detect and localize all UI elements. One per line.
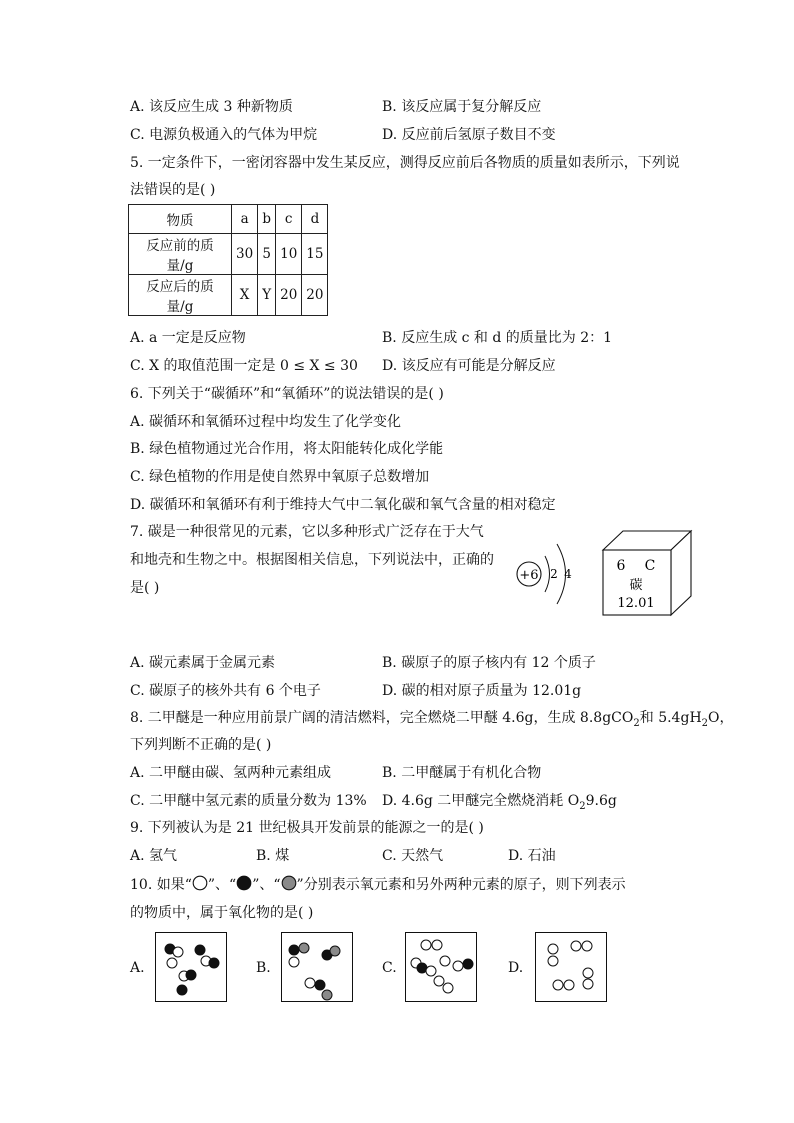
table-cell: a <box>232 205 258 234</box>
q5-stem-line1: 5. 一定条件下，一密闭容器中发生某反应，测得反应前后各物质的质量如表所示，下列说 <box>130 155 680 171</box>
element-symbol: C <box>644 558 656 574</box>
shell-2-electrons: 4 <box>564 567 572 581</box>
q8-option-b: B. 二甲醚属于有机化合物 <box>382 765 542 781</box>
q10-stem-text: 10. 如果“ <box>130 877 192 893</box>
q6-stem: 6. 下列关于“碳循环”和“氧循环”的说法错误的是( ) <box>130 386 444 402</box>
q10-label-c: C. <box>382 960 397 976</box>
q8-option-a: A. 二甲醚由碳、氢两种元素组成 <box>130 765 332 781</box>
q10-stem-line1 <box>130 874 626 894</box>
subscript: 2 <box>633 717 640 729</box>
table-cell: 反应后的质量/g <box>129 275 232 316</box>
formula-h2o-o: O， <box>708 710 734 726</box>
q10-stem-text: ”分别表示氧元素和另外两种元素的原子，则下列表示 <box>296 877 626 893</box>
q8-stem-line1 <box>130 707 734 729</box>
q6-option-c: C. 绿色植物的作用是使自然界中氧原子总数增加 <box>130 469 430 485</box>
q10-label-a: A. <box>130 960 145 976</box>
q5-option-a: A. a 一定是反应物 <box>130 330 246 346</box>
table-cell: 20 <box>276 275 302 316</box>
table-cell: 物质 <box>129 205 232 234</box>
q10-stem-text: ”、“ <box>252 877 281 893</box>
table-cell: 20 <box>302 275 328 316</box>
q6-option-a: A. 碳循环和氧循环过程中均发生了化学变化 <box>130 414 402 430</box>
formula-co2: CO <box>611 710 634 726</box>
q8-stem-text: 和 5.4g <box>639 710 690 726</box>
q7-stem-line2: 和地壳和生物之中。根据图相关信息，下列说法中，正确的 <box>130 552 494 568</box>
q4-option-c: C. 电源负极通入的气体为甲烷 <box>130 127 318 143</box>
white-atom-icon <box>192 875 208 891</box>
q5-option-c: C. X 的取值范围一定是 0 ≤ X ≤ 30 <box>130 358 358 374</box>
gray-atom-icon <box>281 875 297 891</box>
table-row <box>129 234 328 275</box>
q8-option-c: C. 二甲醚中氢元素的质量分数为 13% <box>130 793 367 809</box>
q8-option-d-text: 9.6g <box>585 793 617 809</box>
black-atom-icon <box>236 875 252 891</box>
q4-option-a: A. 该反应生成 3 种新物质 <box>130 99 293 115</box>
table-cell: c <box>276 205 302 234</box>
q8-stem-text: 8. 二甲醚是一种应用前景广阔的清洁燃料，完全燃烧二甲醚 4.6g，生成 8.8g <box>130 710 612 726</box>
q9-option-c: C. 天然气 <box>382 848 444 864</box>
atomic-number: 6 <box>616 558 626 574</box>
q9-option-a: A. 氢气 <box>130 848 178 864</box>
carbon-atom-structure-diagram <box>512 538 582 610</box>
q4-option-d: D. 反应前后氢原子数目不变 <box>382 127 556 143</box>
q5-mass-table <box>128 204 328 316</box>
atomic-mass: 12.01 <box>617 596 655 611</box>
table-cell: 15 <box>302 234 328 275</box>
q8-option-d-text: D. 4.6g 二甲醚完全燃烧消耗 O <box>382 793 580 809</box>
shell-1-electrons: 2 <box>550 567 558 581</box>
table-header-row <box>129 205 328 234</box>
q7-stem-line1: 7. 碳是一种很常见的元素，它以多种形式广泛存在于大气 <box>130 524 484 540</box>
q5-option-b: B. 反应生成 c 和 d 的质量比为 2：1 <box>382 330 613 346</box>
q7-option-c: C. 碳原子的核外共有 6 个电子 <box>130 683 321 699</box>
subscript: 2 <box>579 800 586 812</box>
q10-stem-text: ”、“ <box>207 877 237 893</box>
q10-diagram-b <box>281 932 353 1002</box>
nucleus-charge: +6 <box>519 568 539 583</box>
q10-stem-line2: 的物质中，属于氧化物的是( ) <box>130 905 314 921</box>
table-cell: 10 <box>276 234 302 275</box>
q9-option-b: B. 煤 <box>256 848 290 864</box>
formula-h2o: H <box>689 710 702 726</box>
table-cell: X <box>232 275 258 316</box>
table-cell: 5 <box>258 234 276 275</box>
subscript: 2 <box>701 717 709 729</box>
q10-label-b: B. <box>256 960 271 976</box>
q10-diagram-d <box>535 932 607 1002</box>
q6-option-b: B. 绿色植物通过光合作用，将太阳能转化成化学能 <box>130 441 444 457</box>
q9-option-d: D. 石油 <box>508 848 556 864</box>
q10-diagram-a <box>155 932 227 1002</box>
table-cell: 反应前的质量/g <box>129 234 232 275</box>
q7-option-d: D. 碳的相对原子质量为 12.01g <box>382 683 582 699</box>
table-cell: b <box>258 205 276 234</box>
q5-option-d: D. 该反应有可能是分解反应 <box>382 358 556 374</box>
table-cell: 30 <box>232 234 258 275</box>
q7-stem-line3: 是( ) <box>130 580 160 596</box>
q10-diagram-c <box>405 932 477 1002</box>
q8-stem-line2: 下列判断不正确的是( ) <box>130 737 272 753</box>
table-cell: d <box>302 205 328 234</box>
q8-option-d <box>382 790 617 812</box>
q7-option-b: B. 碳原子的原子核内有 12 个质子 <box>382 655 596 671</box>
q6-option-d: D. 碳循环和氧循环有利于维持大气中二氧化碳和氧气含量的相对稳定 <box>130 497 556 513</box>
element-name: 碳 <box>629 578 643 593</box>
q7-option-a: A. 碳元素属于金属元素 <box>130 655 276 671</box>
q5-stem-line2: 法错误的是( ) <box>130 182 216 198</box>
table-row <box>129 275 328 316</box>
q9-stem: 9. 下列被认为是 21 世纪极具开发前景的能源之一的是( ) <box>130 820 484 836</box>
table-cell: Y <box>258 275 276 316</box>
q4-option-b: B. 该反应属于复分解反应 <box>382 99 542 115</box>
q10-label-d: D. <box>508 960 524 976</box>
carbon-element-cell <box>600 528 694 618</box>
